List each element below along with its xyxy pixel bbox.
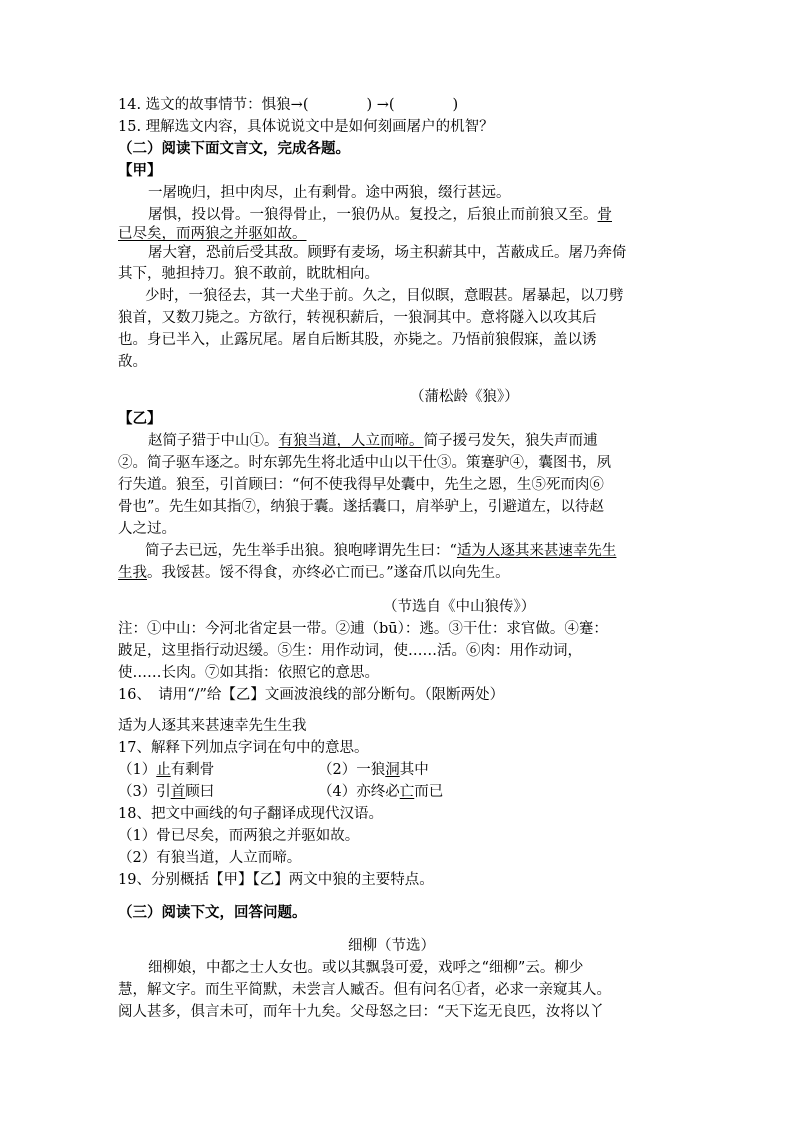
- yi-line-5: 人之过。: [118, 521, 176, 537]
- xiliu-line-3: 阅人甚多，俱言未可，而年十九矣。父母怒之曰：“天下迄无良匹，汝将以丫: [118, 1004, 604, 1020]
- question-18-item-2: （2）有狼当道，人立而啼。: [118, 850, 302, 866]
- jia-paragraph-1: 一屠晚归，担中肉尽，止有剩骨。途中两狼，缀行甚远。: [148, 185, 511, 201]
- jia-paragraph-4-cont: 也。身已半入，止露尻尾。屠自后断其股，亦毙之。乃悟前狼假寐，盖以诱: [118, 332, 597, 348]
- question-18: 18、把文中画线的句子翻译成现代汉语。: [118, 806, 383, 822]
- yi-line-4: 骨也”。先生如其指⑦，纳狼于囊。遂括囊口，肩举驴上，引避道左，以待赵: [118, 499, 604, 515]
- section-2-heading: （二）阅读下面文言文，完成各题。: [118, 140, 350, 157]
- jia-paragraph-4-end: 敌。: [118, 354, 147, 370]
- question-17-item-4: （4）亦终必亡而已: [318, 784, 444, 800]
- jia-paragraph-3-cont: 其下，驰担持刀。狼不敢前，眈眈相向。: [118, 266, 379, 282]
- yi-line-7: 生我。我馁甚。馁不得食，亦终必亡而已。”遂奋爪以向先生。: [118, 565, 510, 581]
- question-17-item-3: （3）引首顾曰: [118, 784, 215, 800]
- jia-source: （蒲松龄《狼》）: [410, 389, 519, 405]
- wavy-underlined-text: 适为人逐其来甚速幸先生: [456, 543, 617, 559]
- xiliu-line-2: 慧，解文字。而生平简默，未尝言人臧否。但有问名①者，必求一亲窥其人。: [118, 982, 611, 998]
- question-19: 19、分别概括【甲】【乙】两文中狼的主要特点。: [118, 872, 434, 888]
- underlined-sentence: 有狼当道，人立而啼。: [278, 433, 424, 449]
- question-16: 16、 请用“/”给【乙】文画波浪线的部分断句。（限断两处）: [118, 687, 505, 703]
- underlined-sentence: 骨: [597, 207, 612, 223]
- xiliu-line-1: 细柳娘，中都之士人女也。或以其飘袅可爱，戏呼之“细柳”云。柳少: [148, 960, 584, 976]
- yi-line-2: ②。简子驱车逐之。时东郭先生将北适中山以干仕③。策蹇驴④，囊图书，夙: [118, 455, 611, 471]
- jia-paragraph-2: 屠惧，投以骨。一狼得骨止，一狼仍从。复投之，后狼止而前狼又至。骨: [148, 207, 612, 223]
- section-3-heading: （三）阅读下文，回答问题。: [118, 904, 307, 921]
- notes-line-2: 跛足，这里指行动迟缓。⑤生：用作动词，使……活。⑥肉：用作动词，: [118, 643, 582, 659]
- jia-paragraph-4: 少时，一狼径去，其一犬坐于前。久之，目似瞑，意暇甚。屠暴起，以刀劈: [145, 288, 624, 304]
- yi-label: 【乙】: [118, 410, 162, 427]
- jia-paragraph-4-cont: 狼首，又数刀毙之。方欲行，转视积薪后，一狼洞其中。意将隧入以攻其后: [118, 310, 597, 326]
- question-14: 14. 选文的故事情节：惧狼→( ) →( ): [118, 97, 459, 113]
- question-17-item-1: （1）止有剩骨: [118, 762, 215, 778]
- yi-line-1: 赵简子猎于中山①。有狼当道，人立而啼。简子援弓发矢，狼失声而逋: [148, 433, 598, 449]
- question-17-item-2: （2）一狼洞其中: [318, 762, 429, 778]
- jia-paragraph-2-cont: [118, 224, 307, 244]
- question-15: 15. 理解选文内容，具体说说文中是如何刻画屠户的机智？: [118, 119, 494, 135]
- notes-line-1: 注：①中山：今河北省定县一带。②逋（bū）：逃。③干仕：求官做。④蹇：: [118, 621, 608, 637]
- jia-label: 【甲】: [118, 162, 162, 179]
- notes-line-3: 使……长肉。⑦如其指：依照它的意思。: [118, 665, 379, 681]
- question-16-sentence: 适为人逐其来甚速幸先生生我: [118, 718, 307, 734]
- question-18-item-1: （1）骨已尽矣，而两狼之并驱如故。: [118, 828, 360, 844]
- question-17: 17、解释下列加点字词在句中的意思。: [118, 740, 369, 756]
- section-3-title: 细柳（节选）: [348, 938, 435, 954]
- yi-line-6: 简子去已远，先生举手出狼。狼咆哮谓先生曰：“适为人逐其来甚速幸先生: [145, 543, 617, 559]
- jia-paragraph-3: 屠大窘，恐前后受其敌。顾野有麦场，场主积薪其中，苫蔽成丘。屠乃奔倚: [148, 245, 627, 261]
- wavy-underlined-text: 生我: [118, 565, 147, 581]
- yi-line-3: 行失道。狼至，引首顾曰：“何不使我得早处囊中，先生之恩，生⑤死而肉⑥: [118, 477, 604, 493]
- yi-source: （节选自《中山狼传》）: [383, 599, 536, 615]
- underlined-sentence: 已尽矣，而两狼之并驱如故。: [118, 226, 307, 242]
